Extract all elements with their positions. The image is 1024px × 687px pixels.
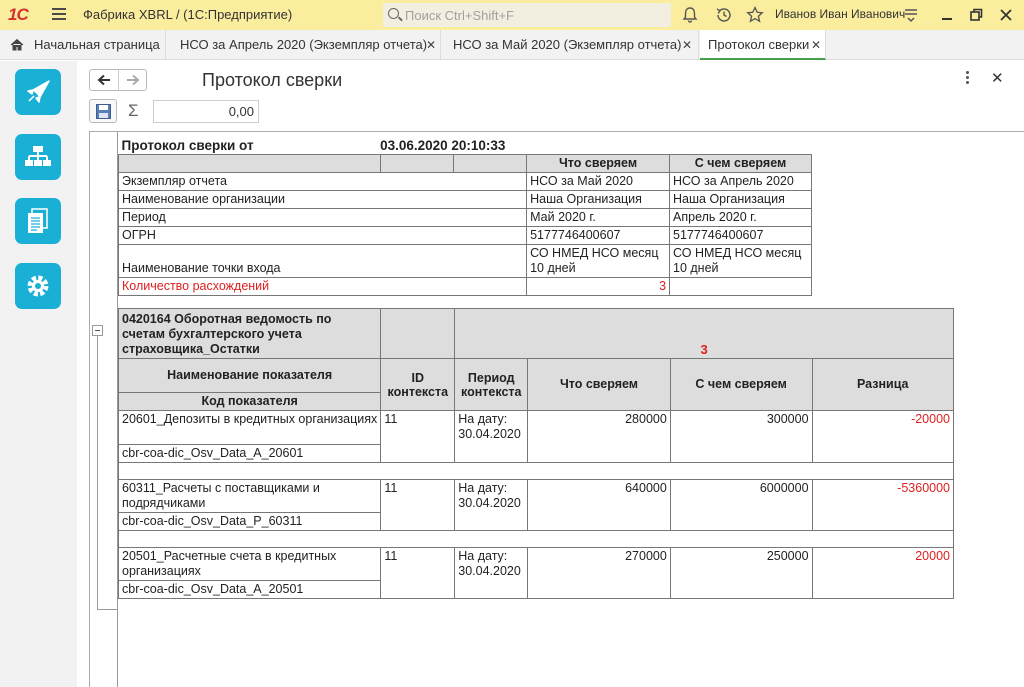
item-diff: -5360000 bbox=[812, 480, 953, 531]
row-what: СО НМЕД НСО месяц 10 дней bbox=[527, 245, 670, 278]
sidebar-item-structure[interactable] bbox=[15, 134, 61, 180]
hierarchy-icon bbox=[24, 143, 52, 171]
star-icon[interactable] bbox=[745, 5, 765, 25]
tab-home[interactable] bbox=[0, 30, 166, 60]
discrepancies-value: 3 bbox=[527, 278, 670, 296]
item-code: cbr-coa-dic_Osv_Data_P_60311 bbox=[119, 513, 381, 531]
form-area bbox=[77, 61, 1024, 687]
row-label: Наименование организации bbox=[119, 191, 527, 209]
table-row[interactable] bbox=[119, 548, 954, 581]
tab-report-april[interactable] bbox=[166, 30, 441, 60]
minimize-icon[interactable] bbox=[937, 5, 957, 25]
col-header-what: Что сверяем bbox=[527, 155, 670, 173]
item-what: 270000 bbox=[528, 548, 671, 599]
item-name: 20601_Депозиты в кредитных организациях bbox=[119, 411, 381, 445]
row-with: 5177746400607 bbox=[670, 227, 812, 245]
item-name: 20501_Расчетные счета в кредитных организациях bbox=[119, 548, 381, 581]
header-name: Наименование показателя bbox=[119, 359, 381, 393]
item-period: На дату: 30.04.2020 bbox=[455, 548, 528, 599]
more-actions-icon[interactable] bbox=[966, 71, 970, 85]
row-with: Наша Организация bbox=[670, 191, 812, 209]
row-what: НСО за Май 2020 bbox=[527, 173, 670, 191]
home-icon bbox=[10, 38, 24, 51]
user-name[interactable]: Иванов Иван Иванович bbox=[775, 7, 906, 21]
item-period: На дату: 30.04.2020 bbox=[455, 411, 528, 463]
header-code: Код показателя bbox=[119, 393, 381, 411]
discrepancies-label: Количество расхождений bbox=[119, 278, 527, 296]
table-row[interactable] bbox=[119, 411, 954, 445]
tab-protocol[interactable] bbox=[700, 30, 826, 60]
close-form-icon[interactable]: ✕ bbox=[991, 70, 1004, 87]
history-icon[interactable] bbox=[714, 5, 734, 25]
row-with: СО НМЕД НСО месяц 10 дней bbox=[670, 245, 812, 278]
row-what: Май 2020 г. bbox=[527, 209, 670, 227]
table-row[interactable] bbox=[119, 480, 954, 513]
close-icon[interactable]: ✕ bbox=[682, 38, 693, 52]
item-what: 640000 bbox=[528, 480, 671, 531]
item-id: 11 bbox=[381, 480, 455, 531]
row-with: НСО за Апрель 2020 bbox=[670, 173, 812, 191]
sum-field[interactable]: 0,00 bbox=[153, 100, 259, 123]
back-arrow-icon[interactable] bbox=[97, 74, 111, 86]
search-input[interactable] bbox=[405, 6, 655, 24]
tab-label: НСО за Апрель 2020 (Экземпляр отчета) bbox=[180, 37, 428, 52]
restore-icon[interactable] bbox=[966, 5, 986, 25]
item-id: 11 bbox=[381, 411, 455, 463]
app-logo: 1С bbox=[8, 5, 28, 24]
top-bar bbox=[0, 0, 1024, 30]
close-icon[interactable]: ✕ bbox=[426, 38, 437, 52]
nav-buttons bbox=[89, 69, 147, 91]
header-diff: Разница bbox=[812, 359, 953, 411]
rocket-icon bbox=[24, 78, 52, 106]
save-button[interactable] bbox=[89, 99, 117, 123]
settings-menu-icon[interactable] bbox=[901, 5, 921, 25]
group-collapse-icon[interactable] bbox=[92, 325, 103, 336]
tab-bar bbox=[0, 30, 1024, 60]
item-with: 250000 bbox=[670, 548, 812, 599]
spreadsheet-document[interactable] bbox=[89, 131, 1024, 687]
row-with: Апрель 2020 г. bbox=[670, 209, 812, 227]
row-label: Период bbox=[119, 209, 527, 227]
report-header-label: Протокол сверки от bbox=[121, 138, 254, 153]
row-label: ОГРН bbox=[119, 227, 527, 245]
sidebar-item-settings[interactable] bbox=[15, 263, 61, 309]
item-with: 300000 bbox=[670, 411, 812, 463]
item-period: На дату: 30.04.2020 bbox=[455, 480, 528, 531]
row-label: Наименование точки входа bbox=[119, 245, 527, 278]
close-window-icon[interactable] bbox=[996, 5, 1016, 25]
bell-icon[interactable] bbox=[680, 5, 700, 25]
summary-table bbox=[118, 137, 812, 296]
sum-icon: Σ bbox=[128, 101, 139, 120]
main-menu-icon[interactable] bbox=[52, 8, 66, 20]
forward-arrow-icon[interactable] bbox=[126, 74, 140, 86]
header-what: Что сверяем bbox=[528, 359, 671, 411]
item-what: 280000 bbox=[528, 411, 671, 463]
item-diff: -20000 bbox=[812, 411, 953, 463]
sidebar-item-start[interactable] bbox=[15, 69, 61, 115]
tab-label: Протокол сверки bbox=[708, 37, 810, 52]
page-title: Протокол сверки bbox=[202, 70, 343, 90]
item-code: cbr-coa-dic_Osv_Data_A_20501 bbox=[119, 581, 381, 599]
item-code: cbr-coa-dic_Osv_Data_A_20601 bbox=[119, 445, 381, 463]
item-id: 11 bbox=[381, 548, 455, 599]
row-what: Наша Организация bbox=[527, 191, 670, 209]
section-title: 0420164 Оборотная ведомость по счетам бухгалтерского учета страховщика_Остатки bbox=[119, 309, 381, 359]
section-count: 3 bbox=[455, 309, 954, 359]
floppy-icon bbox=[96, 104, 111, 119]
header-with: С чем сверяем bbox=[670, 359, 812, 411]
row-what: 5177746400607 bbox=[527, 227, 670, 245]
documents-icon bbox=[24, 207, 52, 235]
item-with: 6000000 bbox=[670, 480, 812, 531]
tab-report-may[interactable] bbox=[441, 30, 699, 60]
item-name: 60311_Расчеты с поставщиками и подрядчиками bbox=[119, 480, 381, 513]
tab-label: Начальная страница bbox=[34, 37, 160, 52]
row-label: Экземпляр отчета bbox=[119, 173, 527, 191]
sidebar-item-documents[interactable] bbox=[15, 198, 61, 244]
sidebar bbox=[0, 61, 77, 687]
close-icon[interactable]: ✕ bbox=[811, 38, 822, 52]
report-header-date: 03.06.2020 20:10:33 bbox=[380, 138, 506, 153]
header-id: ID контекста bbox=[381, 359, 455, 411]
app-title: Фабрика XBRL / (1С:Предприятие) bbox=[83, 7, 293, 22]
gear-icon bbox=[24, 272, 52, 300]
search-box[interactable] bbox=[383, 3, 671, 27]
search-icon bbox=[388, 8, 399, 19]
tab-label: НСО за Май 2020 (Экземпляр отчета) bbox=[453, 37, 682, 52]
header-period: Период контекста bbox=[455, 359, 528, 411]
item-diff: 20000 bbox=[812, 548, 953, 599]
detail-table bbox=[118, 308, 954, 599]
col-header-with: С чем сверяем bbox=[670, 155, 812, 173]
